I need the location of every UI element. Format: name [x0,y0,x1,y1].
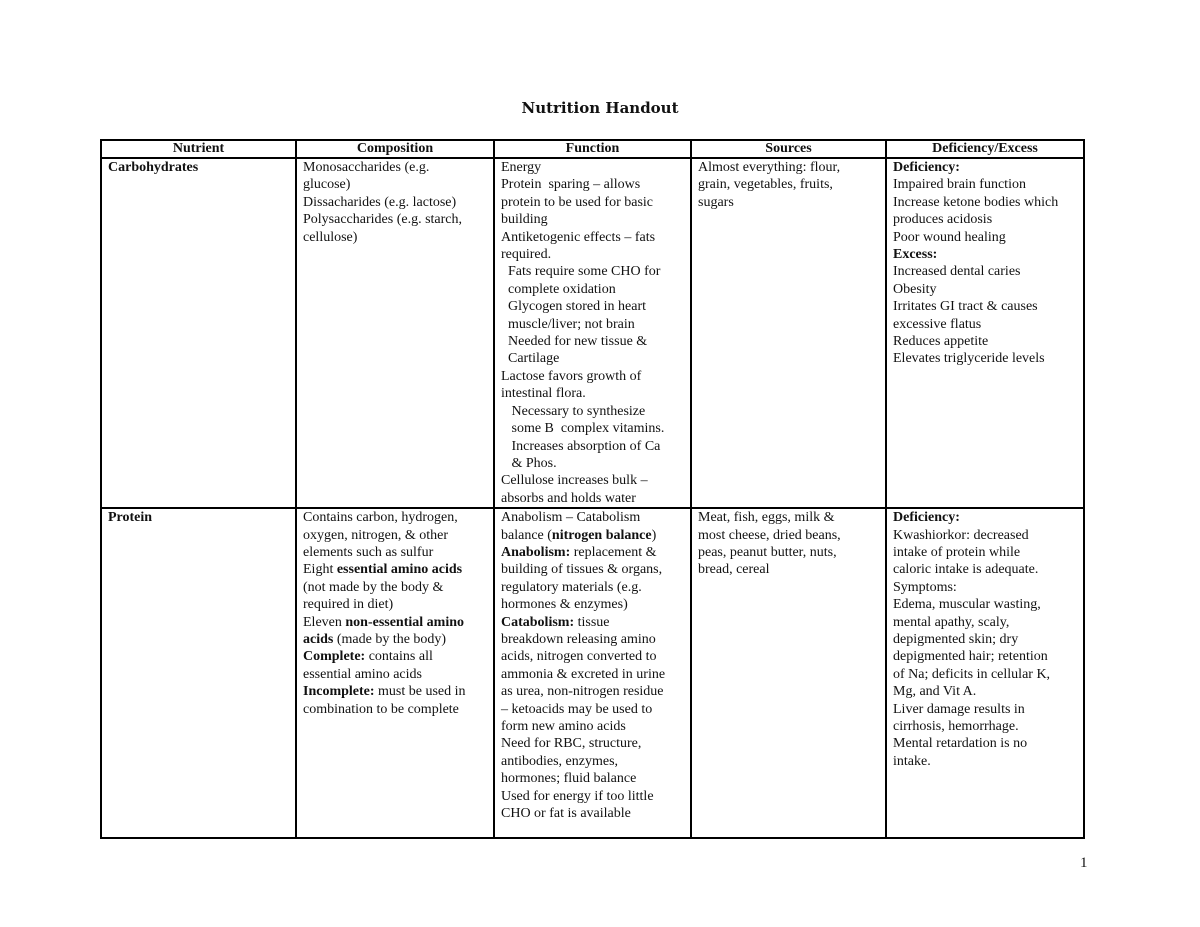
text-run: (not made by the body & [303,579,444,595]
header-sources: Sources [691,140,886,158]
text-run: building of tissues & organs, [501,562,663,578]
nutrient-name: Carbohydrates [108,160,199,175]
cell-line: Energy [501,160,542,175]
header-deficiency-excess: Deficiency/Excess [886,140,1084,158]
cell-line [303,527,487,544]
table-header-row [101,140,1084,158]
cell-line [501,527,684,544]
cell-line: cirrhosis, hemorrhage. [893,719,1019,734]
cell-line [303,579,487,596]
cell-line [501,718,684,735]
text-run: must be used in [374,684,466,700]
cell-line [501,683,684,700]
header-function: Function [494,140,691,158]
cell-line [501,701,684,718]
bold-text: Anabolism: [501,544,571,560]
cell-line: Cellulose increases bulk – [501,473,648,489]
function-cell [494,508,691,838]
bold-text: Complete: [303,649,366,665]
cell-line: Fats require some CHO for [501,264,661,280]
text-run: – ketoacids may be used to [501,701,653,717]
cell-line: Glycogen stored in heart [501,299,647,315]
cell-line: & Phos. [501,455,557,471]
cell-line [501,544,684,561]
cell-line: Increase ketone bodies which [893,194,1059,210]
composition-cell [296,158,494,508]
text-run: Need for RBC, structure, [501,736,642,752]
cell-line: Kwashiorkor: decreased [893,527,1029,543]
cell-line: Mg, and Vit A. [893,684,977,700]
cell-line: excessive flatus [893,316,982,332]
text-run: acids, nitrogen converted to [501,649,657,665]
bold-text: Incomplete: [303,684,375,700]
text-run: as urea, non-nitrogen residue [501,684,664,700]
cell-line: Increased dental caries [893,264,1021,280]
cell-line: Protein sparing – allows [501,177,641,193]
text-run: combination to be complete [303,701,459,717]
cell-line [501,788,684,805]
cell-line: depigmented hair; retention [893,649,1048,665]
cell-line: Needed for new tissue & [501,334,648,350]
header-nutrient: Nutrient [101,140,296,158]
cell-line: Liver damage results in [893,701,1025,717]
cell-line: most cheese, dried beans, [698,527,841,543]
document-title: Nutrition Handout [521,99,679,117]
cell-line: mental apathy, scaly, [893,614,1010,630]
text-run: tissue [574,614,610,630]
header-composition: Composition [296,140,494,158]
text-run: breakdown releasing amino [501,631,656,647]
nutrient-cell [101,508,296,838]
cell-line: sugars [698,194,734,210]
cell-line [303,561,487,578]
cell-line [501,666,684,683]
text-run: hormones; fluid balance [501,771,637,787]
cell-line: Edema, muscular wasting, [893,597,1041,613]
text-run: essential amino acids [303,666,422,682]
text-run: form new amino acids [501,719,626,734]
table-row-protein [101,508,1084,838]
cell-line: Deficiency: [893,160,960,175]
bold-text: Catabolism: [501,614,575,630]
cell-line: absorbs and holds water [501,490,636,506]
cell-line [303,666,487,683]
cell-line [303,631,487,648]
text-run: Eleven [303,614,346,630]
sources-cell [691,158,886,508]
cell-line: building [501,212,548,228]
cell-line [501,614,684,631]
cell-line: Mental retardation is no [893,736,1028,752]
text-run: hormones & enzymes) [501,597,628,613]
cell-line [501,579,684,596]
text-run: (made by the body) [333,631,447,647]
page-number: 1 [1080,855,1088,871]
cell-line: bread, cereal [698,562,770,578]
nutrition-table [100,139,1085,839]
cell-line: Almost everything: flour, [698,160,841,175]
bold-text: non-essential amino [345,614,464,630]
cell-line [303,614,487,631]
text-run: CHO or fat is available [501,806,631,822]
bold-text: essential amino acids [336,562,463,578]
cell-line: Elevates triglyceride levels [893,351,1045,367]
table-row-carbohydrates [101,158,1084,508]
cell-line: intake. [893,753,931,769]
cell-line: Cartilage [501,351,560,367]
cell-line [501,770,684,787]
cell-line [501,753,684,770]
cell-line [303,596,487,613]
cell-line [501,509,684,526]
cell-line [501,735,684,752]
cell-line [303,683,487,700]
text-run: antibodies, enzymes, [501,753,619,769]
cell-line: Reduces appetite [893,334,989,350]
cell-line: Irritates GI tract & causes [893,299,1038,315]
text-run: regulatory materials (e.g. [501,579,642,595]
cell-line: grain, vegetables, fruits, [698,177,833,193]
cell-line: intake of protein while [893,544,1021,560]
cell-line: Dissacharides (e.g. lactose) [303,194,457,210]
cell-line: cellulose) [303,229,358,245]
cell-line [501,596,684,613]
nutrient-name: Protein [108,510,153,526]
text-run: ) [651,527,657,543]
cell-line: Excess: [893,247,938,263]
cell-line [303,509,487,526]
cell-line: Obesity [893,281,937,297]
cell-line: required. [501,247,552,263]
text-run: required in diet) [303,597,394,613]
cell-line: Lactose favors growth of [501,368,642,384]
cell-line: intestinal flora. [501,386,586,402]
cell-line: caloric intake is adequate. [893,562,1039,578]
cell-line: some B complex vitamins. [501,421,665,437]
text-run: balance ( [501,527,552,543]
function-cell [494,158,691,508]
cell-line [303,701,487,718]
text-run: contains all [365,649,433,665]
cell-line: Meat, fish, eggs, milk & [698,510,835,526]
deficiency-excess-cell [886,508,1084,838]
cell-line: Deficiency: [893,510,960,526]
cell-line: depigmented skin; dry [893,631,1019,647]
cell-line: Symptoms: [893,579,957,595]
nutrient-cell [101,158,296,508]
cell-line: Poor wound healing [893,229,1006,245]
text-run: replacement & [570,544,657,560]
deficiency-excess-cell [886,158,1084,508]
cell-line: glucose) [303,177,351,193]
cell-line [501,561,684,578]
sources-cell [691,508,886,838]
cell-line [501,631,684,648]
cell-line: of Na; deficits in cellular K, [893,666,1051,682]
cell-line: Monosaccharides (e.g. [303,160,430,175]
cell-line: Necessary to synthesize [501,403,646,419]
cell-line: Increases absorption of Ca [501,438,661,454]
text-run: elements such as sulfur [303,544,434,560]
text-run: Used for energy if too little [501,788,654,804]
cell-line [501,648,684,665]
cell-line: Impaired brain function [893,177,1026,193]
bold-text: acids [303,631,334,647]
cell-line: peas, peanut butter, nuts, [698,544,837,560]
cell-line: Polysaccharides (e.g. starch, [303,212,462,228]
text-run: Eight [303,562,337,578]
cell-line: muscle/liver; not brain [501,316,635,332]
cell-line: protein to be used for basic [501,194,654,210]
cell-line: produces acidosis [893,212,993,228]
text-run: ammonia & excreted in urine [501,666,666,682]
cell-line [303,544,487,561]
cell-line [303,648,487,665]
bold-text: nitrogen balance [551,527,652,543]
composition-cell [296,508,494,838]
cell-line: Antiketogenic effects – fats [501,229,656,245]
cell-line [501,805,684,822]
text-run: oxygen, nitrogen, & other [303,527,449,543]
text-run: Anabolism – Catabolism [501,510,641,526]
text-run: Contains carbon, hydrogen, [303,510,458,526]
cell-line: complete oxidation [501,281,616,297]
